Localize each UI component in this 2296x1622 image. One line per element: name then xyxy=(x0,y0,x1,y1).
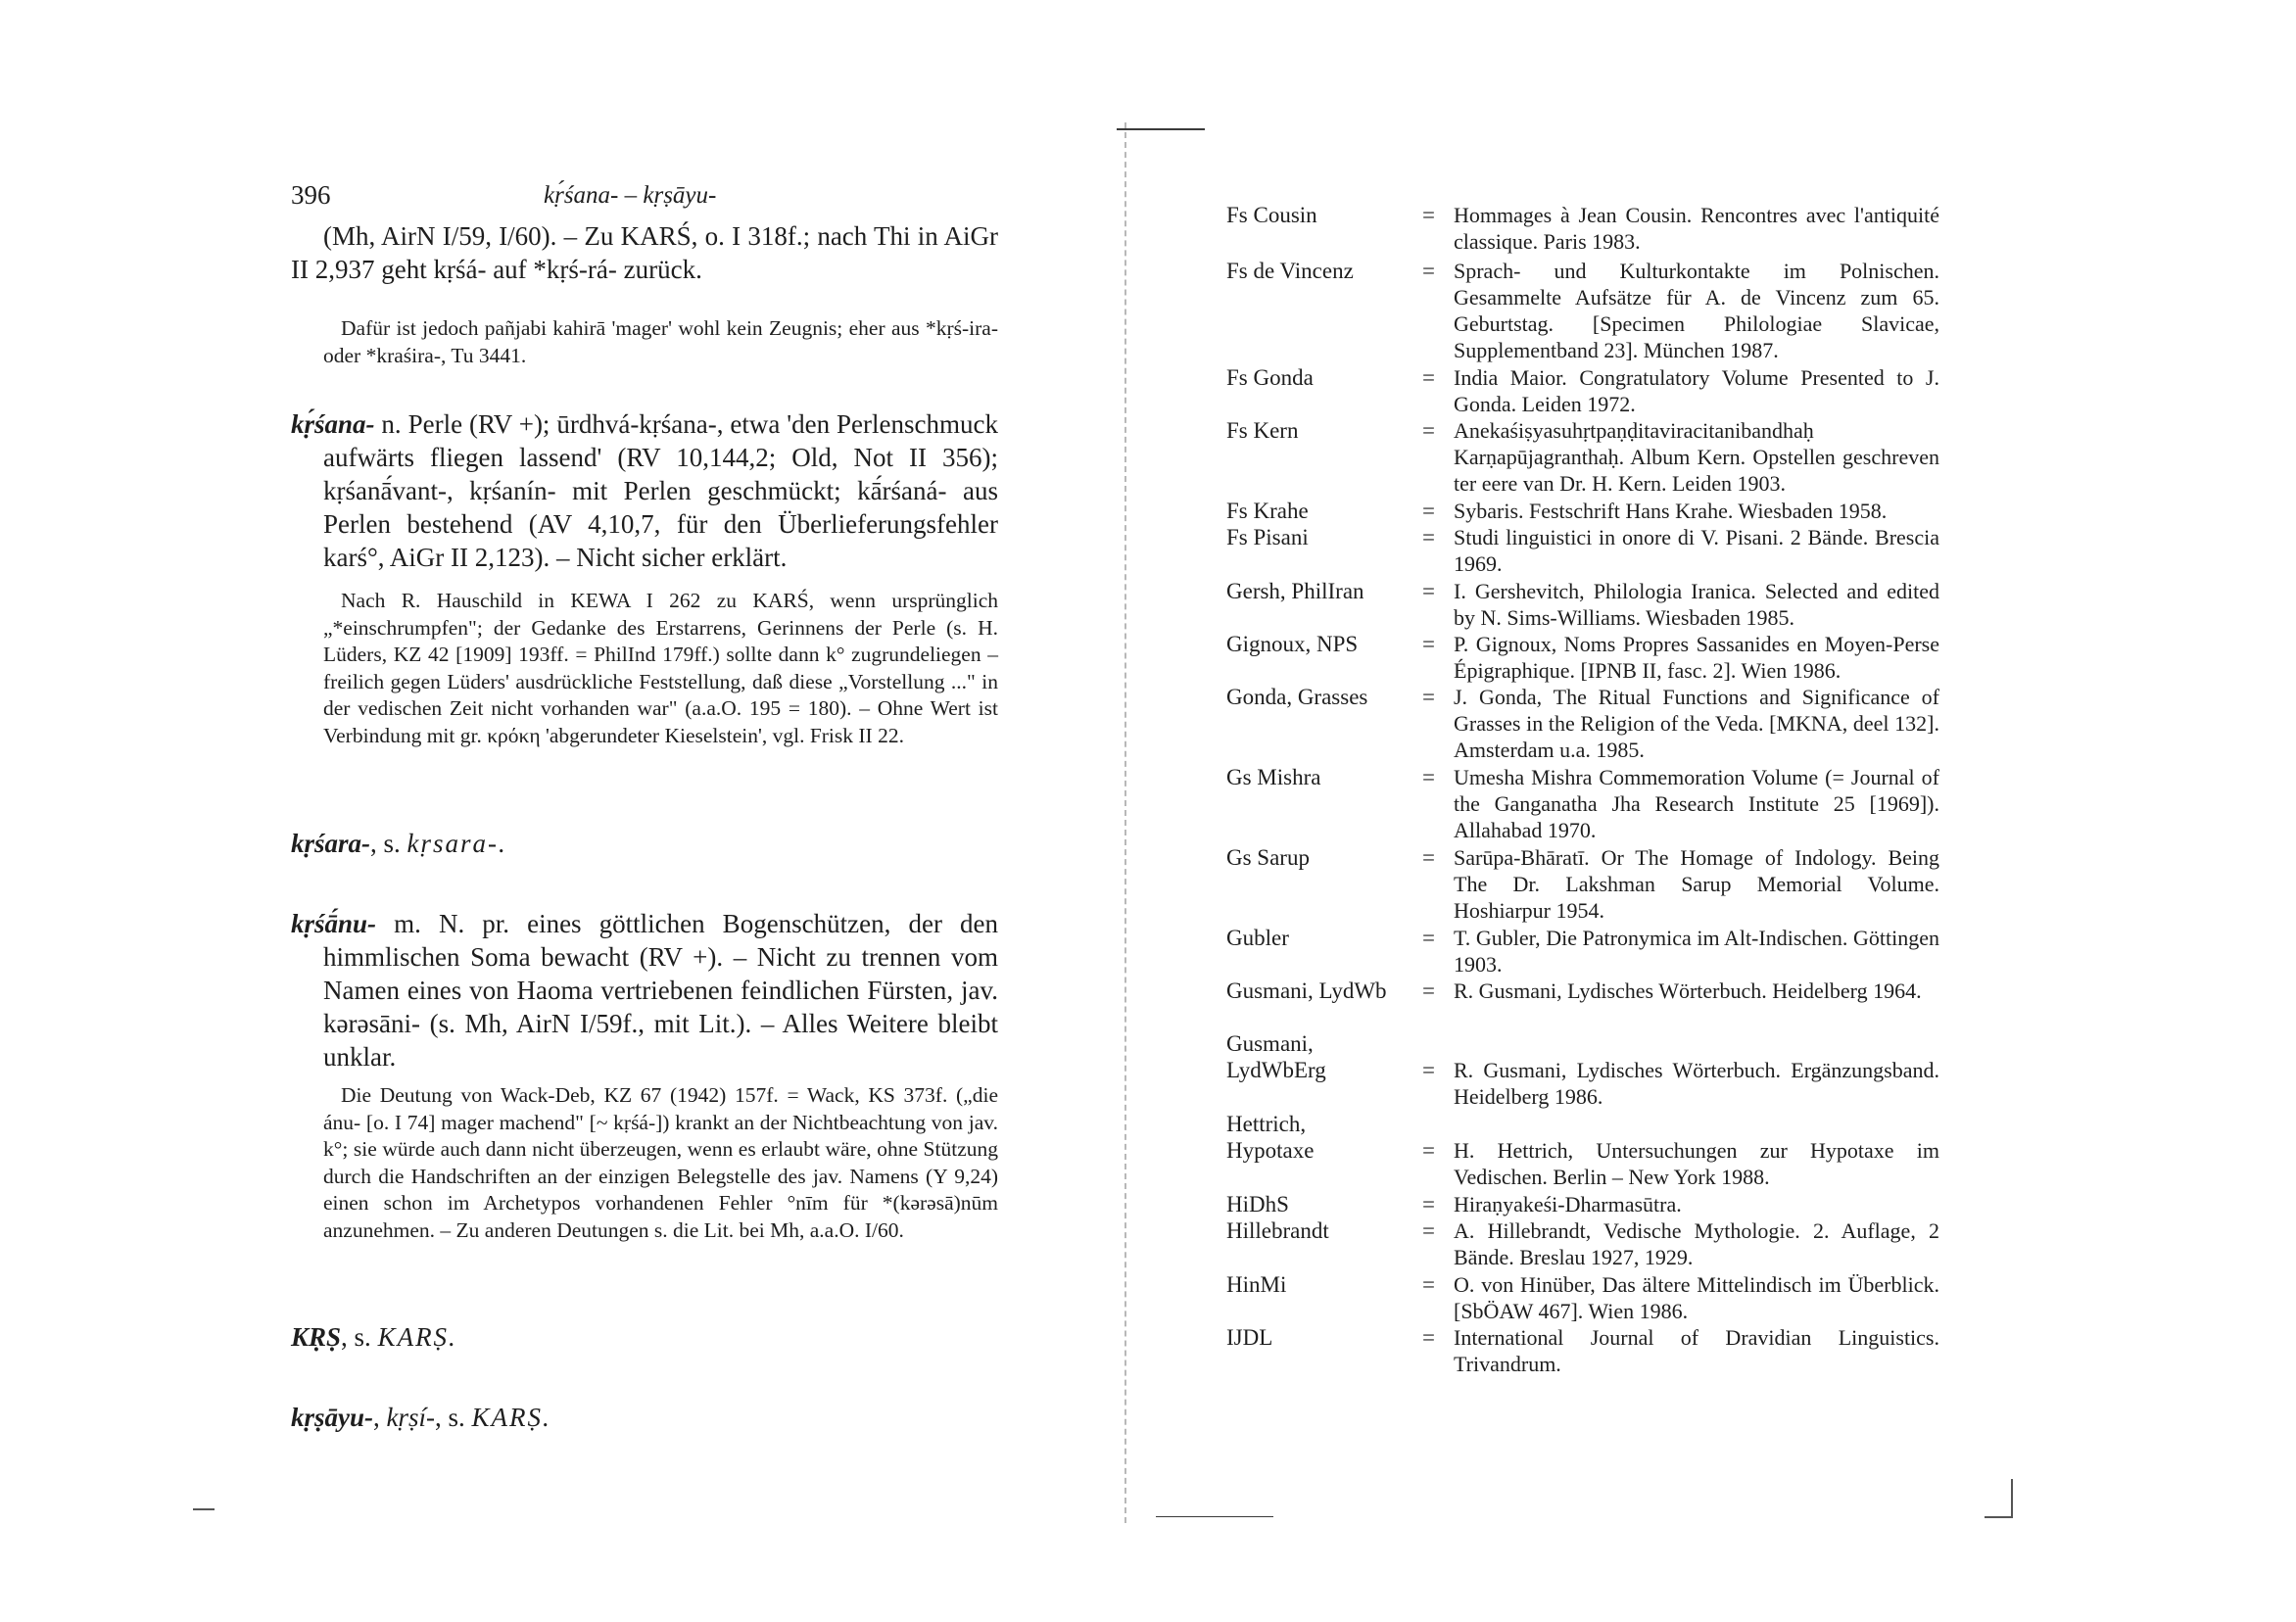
abbr-expansion: T. Gubler, Die Patronymica im Alt-Indischen. Göttingen 1903. xyxy=(1454,926,1939,977)
equals-sign: = xyxy=(1422,1138,1435,1163)
equals-sign: = xyxy=(1422,1325,1435,1350)
abbr-expansion: H. Hettrich, Untersuchungen zur Hypotaxe im Vedischen. Berlin – New York 1988. xyxy=(1454,1138,1939,1189)
lemma-krsana: kṛ́śana- xyxy=(291,409,375,439)
page-number: 396 xyxy=(291,180,331,210)
abbr-expansion: Hiraṇyakeśi-Dharmasūtra. xyxy=(1454,1192,1682,1216)
abbr-term: Hettrich, Hypotaxe xyxy=(1226,1112,1315,1163)
equals-sign: = xyxy=(1422,499,1435,523)
entry-krsana xyxy=(291,407,998,574)
running-head: kṛ́śana- – kṛṣāyu- xyxy=(544,182,717,209)
equals-sign: = xyxy=(1422,632,1435,656)
abbr-term: Gubler xyxy=(1226,926,1289,950)
lemma-krs: KṚṢ xyxy=(291,1322,342,1352)
abbr-term: HinMi xyxy=(1226,1272,1287,1297)
abbr-term: Gs Sarup xyxy=(1226,845,1310,870)
continuation-note: Dafür ist jedoch pañjabi kahirā 'mager' wohl kein Zeugnis; eher aus *kṛś-ira- oder *kraśira-, Tu 3441. xyxy=(323,316,998,367)
abbr-term: Gusmani, LydWbErg xyxy=(1226,1031,1326,1082)
entry-krsana-text: n. Perle (RV +); ūrdhvá-kṛśana-, etwa 'den Perlenschmuck aufwärts fliegen lassend' (RV 10,144,2; Old, Not II 356); kṛśanā́vant-, kṛśanín- mit Perlen geschmückt; kā́rśaná- aus Perlen bestehend (AV 4,10,7, für den Überlieferungsfehler karś°, AiGr II 2,123). – Nicht sicher erklärt. xyxy=(323,409,998,572)
lemma-krsanu: kṛśā́nu- xyxy=(291,909,377,938)
entry-krsanu-note: Die Deutung von Wack-Deb, KZ 67 (1942) 157f. = Wack, KS 373f. („die ánu- [o. I 74] mager machend" [~ kṛśá-]) krankt an der Nichtbeachtung von jav. k°; sie würde auch dann nicht überzeugen, wenn es erlaubt wäre, ohne Stützung durch die Handschriften an der einzigen Belegstelle des jav. Namens (Y 9,24) einen schon im Archetypos vorhandenen Fehler °nīm für *(kərəsā)nūm anzunehmen. – Zu anderen Deutungen s. die Lit. bei Mh, a.a.O. I/60. xyxy=(323,1083,998,1242)
lemma-krsi: kṛṣí- xyxy=(386,1403,436,1432)
equals-sign: = xyxy=(1422,525,1435,549)
abbr-expansion: India Maior. Congratulatory Volume Presented to J. Gonda. Leiden 1972. xyxy=(1454,365,1939,416)
entry-krsana-note: Nach R. Hauschild in KEWA I 262 zu KARŚ, wenn ursprünglich „*einschrumpfen"; der Gedanke des Erstarrens, Gerinnens der Perle (s. H. Lüders, KZ 42 [1909] 193ff. = PhilInd 179ff.) sollte dann k° zugrundeliegen – freilich gegen Lüders' ausdrückliche Feststellung, daß diese „Vorstellung ..." in der vedischen Zeit nicht vorhanden war" (a.a.O. 195 = 180). – Ohne Wert ist Verbindung mit gr. κρόκη 'abgerundeter Kieselstein', vgl. Frisk II 22. xyxy=(323,589,998,747)
equals-sign: = xyxy=(1422,1218,1435,1243)
equals-sign: = xyxy=(1422,1192,1435,1216)
continuation-paragraph: (Mh, AirN I/59, I/60). – Zu KARŚ, o. I 318f.; nach Thi in AiGr II 2,937 geht kṛśá- auf *kṛś-rá- zurück. xyxy=(291,221,998,284)
equals-sign: = xyxy=(1422,978,1435,1003)
entry-krs xyxy=(291,1320,998,1354)
equals-sign: = xyxy=(1422,926,1435,950)
equals-sign: = xyxy=(1422,203,1435,227)
lemma-krsayu: kṛṣāyu- xyxy=(291,1403,374,1432)
entry-krsayu-text: , s. xyxy=(435,1403,472,1432)
scan-mark-left xyxy=(193,1508,215,1510)
equals-sign: = xyxy=(1422,685,1435,709)
abbr-expansion: R. Gusmani, Lydisches Wörterbuch. Ergänzungsband. Heidelberg 1986. xyxy=(1454,1058,1939,1109)
equals-sign: = xyxy=(1422,579,1435,603)
entry-krsayu xyxy=(291,1401,998,1434)
equals-sign: = xyxy=(1422,418,1435,443)
abbr-expansion: Studi linguistici in onore di V. Pisani. 2 Bände. Brescia 1969. xyxy=(1454,525,1939,576)
abbr-term: Fs Gonda xyxy=(1226,365,1314,390)
abbr-expansion: O. von Hinüber, Das ältere Mittelindisch im Überblick. [SbÖAW 467]. Wien 1986. xyxy=(1454,1272,1939,1323)
abbr-term: Fs Kern xyxy=(1226,418,1299,443)
left-page xyxy=(0,0,1126,1622)
abbr-expansion: Hommages à Jean Cousin. Rencontres avec l'antiquité classique. Paris 1983. xyxy=(1454,203,1939,254)
entry-krs-text: , s. xyxy=(341,1322,378,1352)
abbr-expansion: J. Gonda, The Ritual Functions and Significance of Grasses in the Religion of the Veda. [MKNA, deel 132]. Amsterdam u.a. 1985. xyxy=(1454,685,1939,762)
abbr-term: Fs Cousin xyxy=(1226,203,1317,227)
abbr-term: Gersh, PhilIran xyxy=(1226,579,1364,603)
abbr-term: Fs de Vincenz xyxy=(1226,259,1354,283)
entry-krsanu-text: m. N. pr. eines göttlichen Bogenschützen, der den himmlischen Soma bewacht (RV +). – Nicht zu trennen vom Namen eines von Haoma vertriebenen feindlichen Fürsten, jav. kərəsāni- (s. Mh, AirN I/59f., mit Lit.). – Alles Weitere bleibt unklar. xyxy=(323,909,998,1072)
entry-krsayu-ref: KARṢ. xyxy=(471,1403,551,1432)
entry-krsanu xyxy=(291,907,998,1073)
equals-sign: = xyxy=(1422,365,1435,390)
entry-krsara-text: , s. xyxy=(370,829,407,858)
entry-krsara-ref: kṛsara-. xyxy=(407,829,507,858)
abbr-term: IJDL xyxy=(1226,1325,1273,1350)
equals-sign: = xyxy=(1422,765,1435,789)
abbr-expansion: Sarūpa-Bhāratī. Or The Homage of Indology. Being The Dr. Lakshman Sarup Memorial Volume. Hoshiarpur 1954. xyxy=(1454,845,1939,923)
entry-krsara xyxy=(291,827,998,860)
abbr-expansion: Sprach- und Kulturkontakte im Polnischen. Gesammelte Aufsätze für A. de Vincenz zum 65. Geburtstag. [Specimen Philologiae Slavicae, Supplementband 23]. München 1987. xyxy=(1454,259,1939,362)
abbr-term: Gonda, Grasses xyxy=(1226,685,1368,709)
abbr-term: Hillebrandt xyxy=(1226,1218,1329,1243)
abbr-term: Fs Pisani xyxy=(1226,525,1309,549)
abbr-expansion: Anekaśiṣyasuhṛtpaṇḍitaviracitanibandhaḥ Karṇapūjagranthaḥ. Album Kern. Opstellen geschreven ter eere van Dr. H. Kern. Leiden 1903. xyxy=(1454,418,1939,496)
abbr-term: HiDhS xyxy=(1226,1192,1289,1216)
equals-sign: = xyxy=(1422,845,1435,870)
abbr-term: Gignoux, NPS xyxy=(1226,632,1359,656)
abbr-expansion: Umesha Mishra Commemoration Volume (= Journal of the Ganganatha Jha Research Institute 25 [1969]). Allahabad 1970. xyxy=(1454,765,1939,842)
abbr-expansion: A. Hillebrandt, Vedische Mythologie. 2. Auflage, 2 Bände. Breslau 1927, 1929. xyxy=(1454,1218,1939,1269)
abbr-expansion: International Journal of Dravidian Linguistics. Trivandrum. xyxy=(1454,1325,1939,1376)
lemma-krsara: kṛśara- xyxy=(291,829,371,858)
abbr-expansion: R. Gusmani, Lydisches Wörterbuch. Heidelberg 1964. xyxy=(1454,978,1922,1003)
abbr-term: Gs Mishra xyxy=(1226,765,1321,789)
abbr-term: Fs Krahe xyxy=(1226,499,1309,523)
abbr-expansion: Sybaris. Festschrift Hans Krahe. Wiesbaden 1958. xyxy=(1454,499,1888,523)
abbr-expansion: P. Gignoux, Noms Propres Sassanides en Moyen-Perse Épigraphique. [IPNB II, fasc. 2]. Wien 1986. xyxy=(1454,632,1939,683)
abbr-term: Gusmani, LydWb xyxy=(1226,978,1387,1003)
equals-sign: = xyxy=(1422,1272,1435,1297)
entry-krsayu-sep: , xyxy=(373,1403,387,1432)
entry-krs-ref: KARṢ. xyxy=(377,1322,457,1352)
equals-sign: = xyxy=(1422,1058,1435,1082)
equals-sign: = xyxy=(1422,259,1435,283)
abbr-expansion: I. Gershevitch, Philologia Iranica. Selected and edited by N. Sims-Williams. Wiesbaden 1985. xyxy=(1454,579,1939,630)
